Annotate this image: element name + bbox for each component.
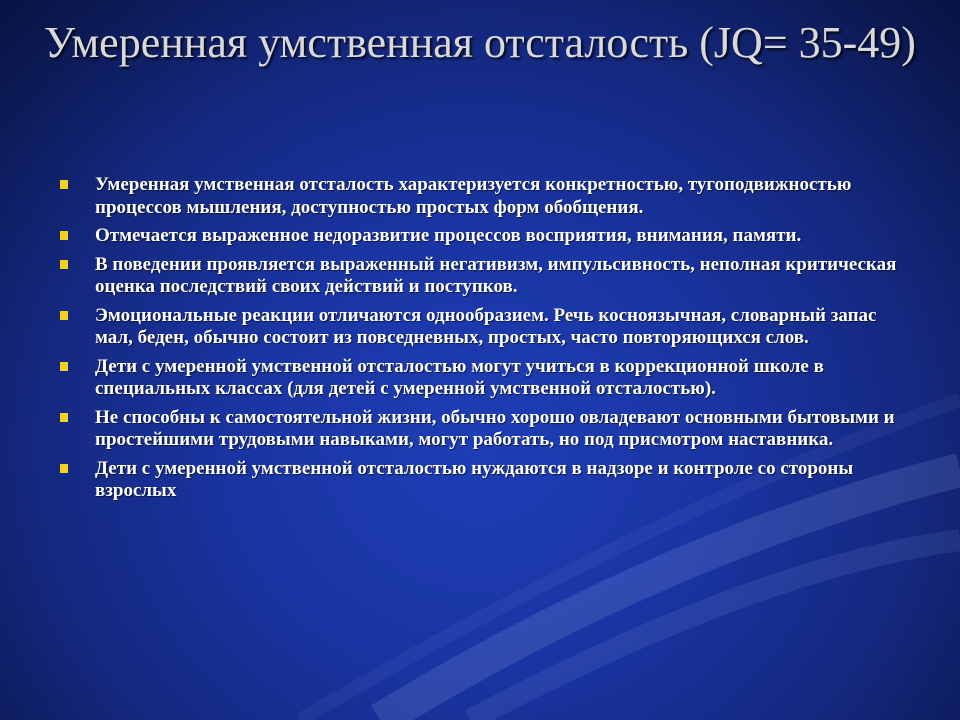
square-bullet-icon [60,413,68,422]
bullet-text: Дети с умеренной умственной отсталостью могут учиться в коррекционной школе в специальных классах (для детей с умеренной умственной отсталостью). [95,355,824,399]
square-bullet-icon [60,362,68,371]
square-bullet-icon [60,231,68,240]
bullet-item [58,458,918,503]
square-bullet-icon [60,260,68,269]
square-bullet-icon [60,180,68,189]
bullet-item [58,225,918,248]
bullet-text: Эмоциональные реакции отличаются однообразием. Речь косноязычная, словарный запас мал, беден, обычно состоит из повседневных, простых, часто повторяющихся слов. [95,304,877,348]
bullet-item [58,254,918,299]
bullet-text: В поведении проявляется выраженный негативизм, импульсивность, неполная критическая оценка последствий своих действий и поступков. [95,253,897,297]
bullet-item [58,305,918,350]
bullet-item [58,407,918,452]
bullet-text: Не способны к самостоятельной жизни, обычно хорошо овладевают основными бытовыми и простейшими трудовыми навыками, могут работать, но под присмотром наставника. [95,406,895,450]
bullet-text: Отмечается выраженное недоразвитие процессов восприятия, внимания, памяти. [95,225,802,246]
bullet-list [58,174,918,509]
square-bullet-icon [60,311,68,320]
bullet-text: Дети с умеренной умственной отсталостью нуждаются в надзоре и контроле со стороны взрослых [95,457,854,501]
square-bullet-icon [60,464,68,473]
slide-title: Умеренная умственная отсталость (JQ= 35-49) [44,18,916,67]
bullet-text: Умеренная умственная отсталость характеризуется конкретностью, тугоподвижностью процессов мышления, доступностью простых форм обобщения. [95,174,852,218]
bullet-item [58,356,918,401]
bullet-item [58,174,918,219]
